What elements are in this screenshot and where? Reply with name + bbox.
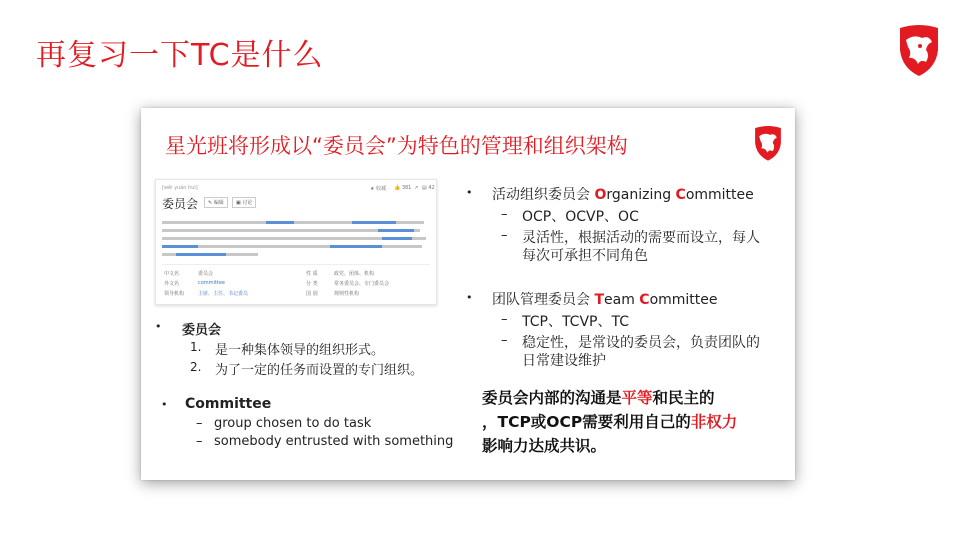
- info-value[interactable]: 主席、主任、书记委员: [198, 291, 249, 297]
- dash-icon: –: [501, 333, 508, 348]
- info-key: 中文名: [164, 271, 180, 277]
- oc-description-cont: 每次可承担不同角色: [522, 248, 648, 264]
- bullet-icon: •: [466, 186, 473, 199]
- dictionary-text-line: [162, 245, 422, 248]
- info-key: 外文名: [164, 281, 180, 287]
- dictionary-divider: [162, 264, 430, 265]
- msi-dragon-shield-icon: [752, 124, 784, 162]
- info-value: 政党、团体、机构: [334, 271, 375, 277]
- dash-icon: –: [501, 228, 508, 243]
- page-title: 再复习一下TC是什么: [36, 38, 324, 73]
- definition-item: 为了一定的任务而设置的专门组织。: [215, 363, 424, 378]
- oc-heading: 活动组织委员会 Organizing Committee: [492, 187, 754, 203]
- term-weiyuanhui: 委员会: [182, 323, 222, 338]
- summary-text: 委员会内部的沟通是平等和民主的 ，TCP或OCP需要利用自己的非权力 影响力达成共识。: [482, 389, 738, 455]
- dash-icon: –: [501, 312, 508, 327]
- dictionary-edit-button[interactable]: ✎ 编辑: [204, 197, 228, 208]
- dictionary-headword: 委员会: [162, 197, 199, 211]
- info-value: 常务委员会、专门委员会: [334, 281, 390, 287]
- dictionary-comment[interactable]: ▤ 42: [422, 185, 435, 191]
- dictionary-discuss-button[interactable]: ▣ 讨论: [232, 197, 256, 208]
- card-title: 星光班将形成以“委员会”为特色的管理和组织架构: [165, 134, 628, 158]
- tc-roles: TCP、TCVP、TC: [522, 314, 629, 330]
- info-key: 领导机构: [164, 291, 185, 297]
- bullet-icon: •: [155, 320, 162, 333]
- dash-icon: –: [196, 416, 203, 431]
- dictionary-share-icon[interactable]: ↗: [414, 185, 419, 191]
- term-committee: Committee: [185, 396, 272, 412]
- oc-roles: OCP、OCVP、OC: [522, 209, 639, 225]
- dictionary-link[interactable]: [378, 229, 414, 232]
- dictionary-like[interactable]: 👍 381: [394, 185, 412, 191]
- dictionary-link[interactable]: [352, 221, 396, 224]
- tc-heading: 团队管理委员会 Team Committee: [492, 292, 718, 308]
- bullet-icon: •: [161, 398, 168, 411]
- list-number: 1.: [190, 340, 202, 354]
- dash-icon: –: [196, 434, 203, 449]
- info-key: 性 质: [306, 271, 318, 277]
- list-number: 2.: [190, 360, 202, 374]
- info-key: 分 类: [306, 281, 318, 287]
- oc-description: 灵活性，根据活动的需要而设立，每人: [522, 230, 760, 246]
- dictionary-screenshot: [155, 179, 437, 305]
- info-value: 委员会: [198, 271, 214, 277]
- dictionary-link[interactable]: [162, 245, 198, 248]
- info-key: 国 别: [306, 291, 318, 297]
- bullet-icon: •: [466, 291, 473, 304]
- dictionary-link[interactable]: [382, 237, 412, 240]
- dictionary-link[interactable]: [330, 245, 382, 248]
- dictionary-link[interactable]: [266, 221, 294, 224]
- dictionary-favorite[interactable]: ★ 收藏: [370, 186, 387, 192]
- definition-item: 是一种集体领导的组织形式。: [215, 343, 385, 358]
- msi-dragon-shield-icon: [896, 22, 942, 78]
- dictionary-link[interactable]: [176, 253, 226, 256]
- info-value[interactable]: committee: [198, 280, 226, 286]
- info-value: 规则性机构: [334, 291, 360, 297]
- committee-meaning: group chosen to do task: [214, 416, 372, 431]
- content-card: [141, 108, 795, 480]
- tc-description-cont: 日常建设维护: [522, 353, 606, 369]
- committee-meaning: somebody entrusted with something: [214, 434, 454, 449]
- dictionary-pinyin: [wěi yuán huì]: [162, 185, 198, 191]
- tc-description: 稳定性，是常设的委员会，负责团队的: [522, 335, 760, 351]
- dash-icon: –: [501, 207, 508, 222]
